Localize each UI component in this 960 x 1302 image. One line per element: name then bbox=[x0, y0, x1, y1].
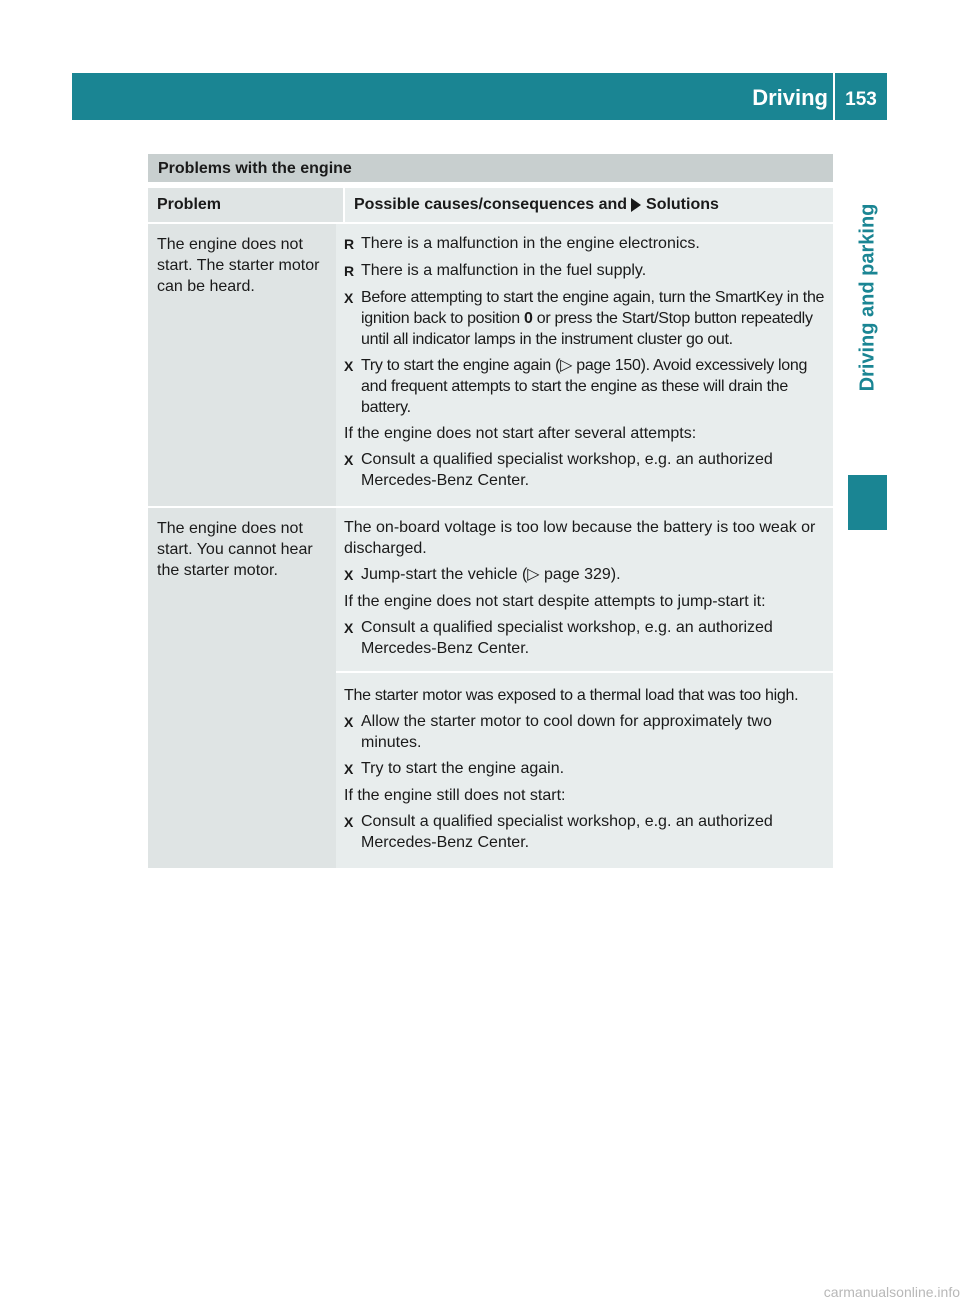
action-item bbox=[344, 355, 827, 418]
page-number: 153 bbox=[845, 89, 877, 110]
action-text: Consult a qualified specialist workshop, e.g. an authorized Mercedes-Benz Center. bbox=[361, 451, 773, 489]
action-text bbox=[361, 287, 827, 350]
cause-marker-icon: R bbox=[344, 236, 355, 252]
action-item bbox=[344, 811, 827, 853]
cause-text: The on-board voltage is too low because the battery is too weak or discharged. bbox=[344, 519, 816, 557]
condition-text: If the engine does not start after several attempts: bbox=[344, 425, 697, 442]
cell-divider bbox=[336, 671, 833, 673]
solution-cell bbox=[336, 508, 833, 868]
condition-text: If the engine does not start despite attempts to jump-start it: bbox=[344, 593, 766, 610]
table-row bbox=[148, 508, 833, 868]
header-solutions bbox=[345, 188, 833, 222]
cause-item bbox=[344, 260, 827, 282]
action-text: Jump-start the vehicle (▷ page 329). bbox=[361, 566, 621, 583]
action-text: Consult a qualified specialist workshop, e.g. an authorized Mercedes-Benz Center. bbox=[361, 619, 773, 657]
action-text-part: or press the Start/Stop button repeatedly until all indicator lamps in the instrument cluster go out. bbox=[361, 310, 813, 348]
cause-text: The starter motor was exposed to a thermal load that was too high. bbox=[344, 687, 799, 704]
action-item bbox=[344, 564, 827, 586]
action-text: Try to start the engine again. bbox=[361, 760, 565, 777]
action-marker-icon: X bbox=[344, 567, 354, 583]
condition-text: If the engine still does not start: bbox=[344, 787, 566, 804]
action-marker-icon: X bbox=[344, 620, 354, 636]
action-text: Try to start the engine again (▷ page 150). Avoid excessively long and frequent attempts to start the engine as these will drain the battery. bbox=[361, 357, 808, 416]
problem-cell: The engine does not start. You cannot hear the starter motor. bbox=[148, 508, 336, 868]
action-marker-icon: X bbox=[344, 814, 354, 830]
cause-marker-icon: R bbox=[344, 263, 355, 279]
table-header bbox=[148, 188, 833, 222]
action-marker-icon: X bbox=[344, 761, 354, 777]
side-tab-marker bbox=[848, 475, 887, 530]
cause-text: There is a malfunction in the engine electronics. bbox=[361, 235, 700, 252]
cause-text: There is a malfunction in the fuel supply. bbox=[361, 262, 647, 279]
ignition-position: 0 bbox=[524, 310, 533, 327]
action-item bbox=[344, 287, 827, 350]
header-problem: Problem bbox=[148, 188, 343, 222]
problems-table bbox=[148, 154, 833, 870]
cause-item bbox=[344, 233, 827, 255]
action-text-part: Before attempting to start the engine again, turn the SmartKey in the ignition back to position bbox=[361, 289, 825, 327]
table-row bbox=[148, 224, 833, 506]
action-text: Allow the starter motor to cool down for approximately two minutes. bbox=[361, 713, 772, 751]
action-item bbox=[344, 758, 827, 780]
action-item bbox=[344, 449, 827, 491]
table-title: Problems with the engine bbox=[148, 154, 833, 182]
solution-cell bbox=[336, 224, 833, 506]
side-tab bbox=[848, 120, 887, 475]
arrow-right-icon bbox=[631, 198, 641, 212]
problem-cell: The engine does not start. The starter motor can be heard. bbox=[148, 224, 336, 506]
watermark: carmanualsonline.info bbox=[823, 1284, 960, 1300]
section-title: Driving bbox=[752, 85, 828, 110]
action-marker-icon: X bbox=[344, 358, 354, 374]
action-item bbox=[344, 617, 827, 659]
action-marker-icon: X bbox=[344, 290, 354, 306]
action-marker-icon: X bbox=[344, 714, 354, 730]
action-item bbox=[344, 711, 827, 753]
header-causes-label: Possible causes/consequences and bbox=[354, 196, 628, 213]
side-tab-label: Driving and parking bbox=[856, 203, 878, 392]
action-marker-icon: X bbox=[344, 452, 354, 468]
header-solutions-label: Solutions bbox=[646, 196, 719, 213]
action-text: Consult a qualified specialist workshop, e.g. an authorized Mercedes-Benz Center. bbox=[361, 813, 773, 851]
